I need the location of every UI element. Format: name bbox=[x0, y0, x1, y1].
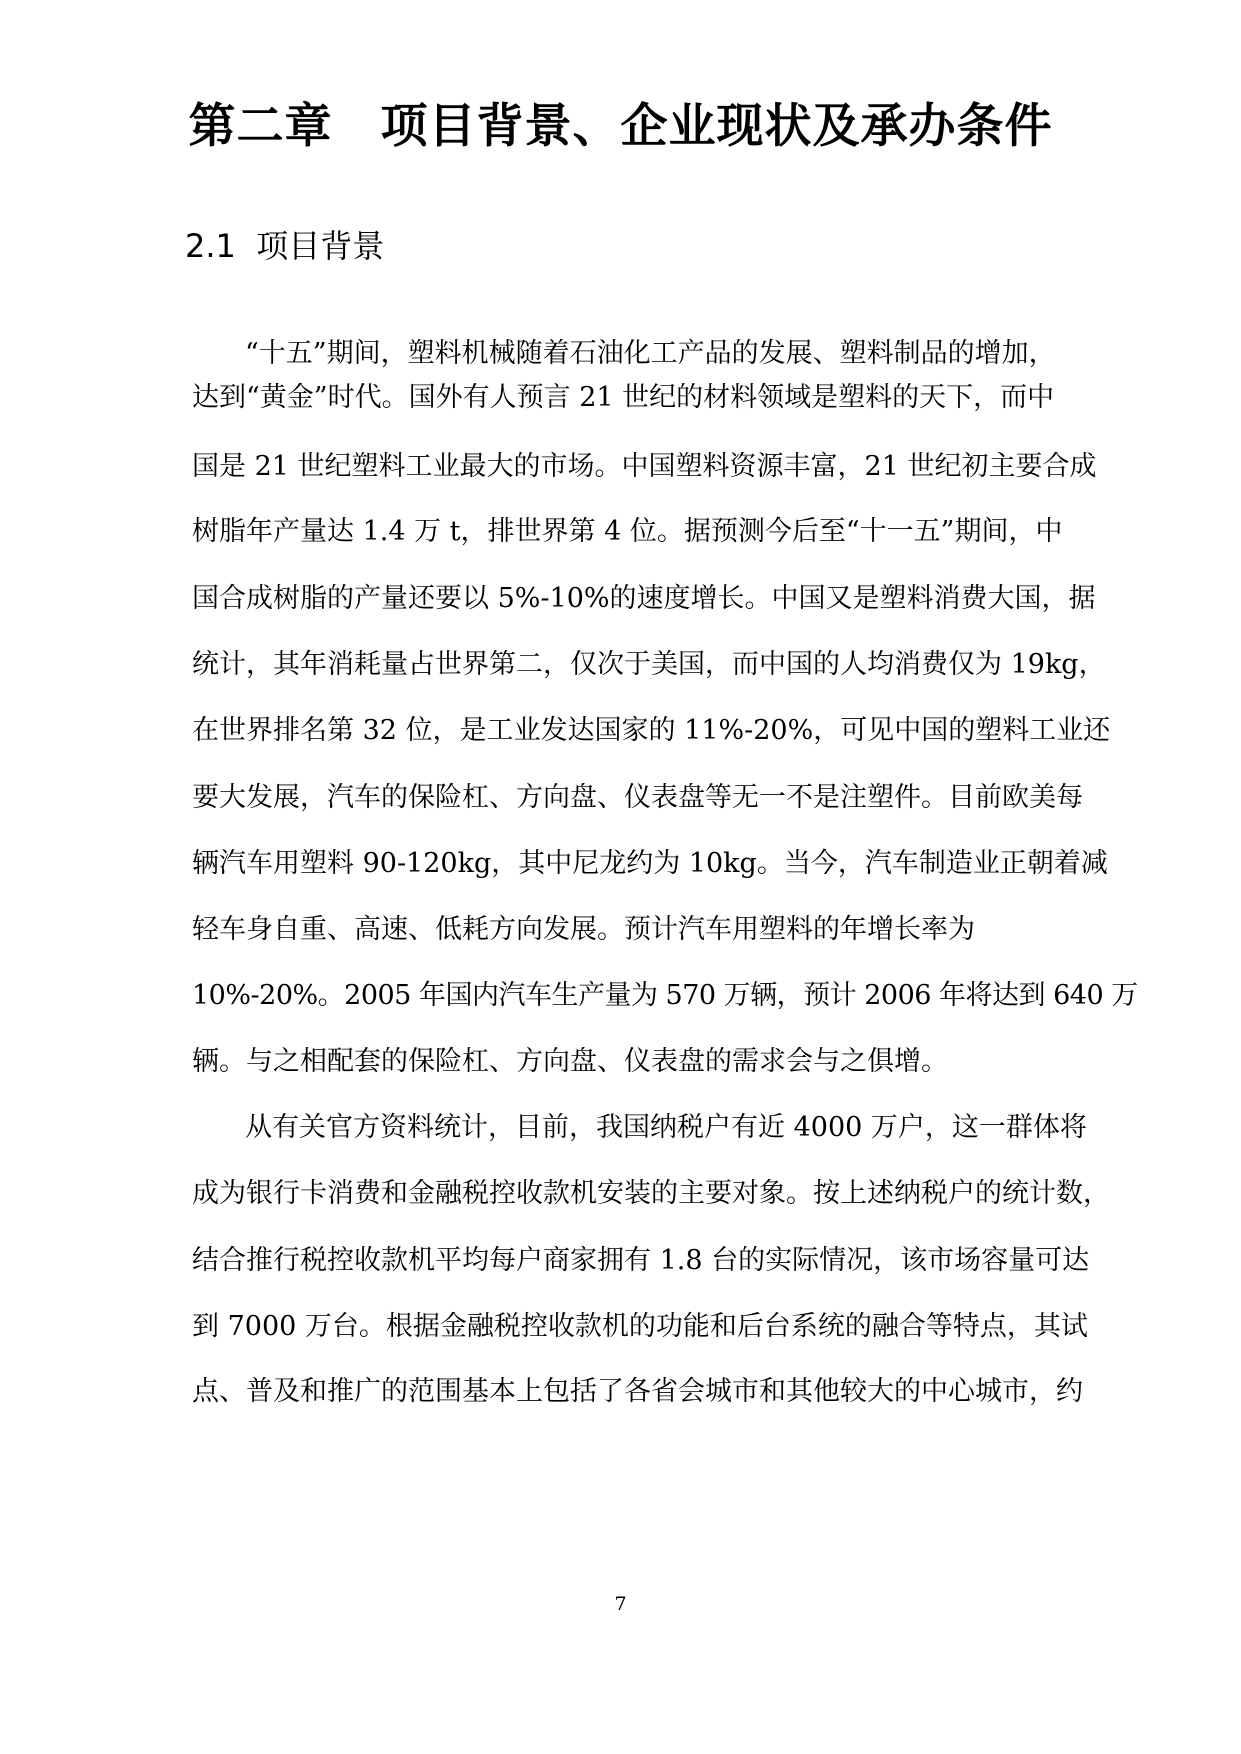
paragraph-2-line: 点、普及和推广的范围基本上包括了各省会城市和其他较大的中心城市，约 bbox=[192, 1376, 1083, 1407]
paragraph-1-line: 树脂年产量达 1.4 万 t，排世界第 4 位。据预测今后至“十一五”期间，中 bbox=[192, 516, 1063, 547]
paragraph-1-line: 国是 21 世纪塑料工业最大的市场。中国塑料资源丰富，21 世纪初主要合成 bbox=[192, 451, 1097, 482]
paragraph-1-line: 轻车身自重、高速、低耗方向发展。预计汽车用塑料的年增长率为 bbox=[192, 914, 975, 945]
paragraph-1-line: 国合成树脂的产量还要以 5%-10%的速度增长。中国又是塑料消费大国，据 bbox=[192, 583, 1096, 614]
paragraph-2-line: 成为银行卡消费和金融税控收款机安装的主要对象。按上述纳税户的统计数， bbox=[192, 1178, 1110, 1209]
paragraph-2-line: 从有关官方资料统计，目前，我国纳税户有近 4000 万户，这一群体将 bbox=[245, 1112, 1087, 1143]
paragraph-2-line: 结合推行税控收款机平均每户商家拥有 1.8 台的实际情况，该市场容量可达 bbox=[192, 1245, 1090, 1276]
chapter-title: 第二章 项目背景、企业现状及承办条件 bbox=[188, 99, 1053, 154]
paragraph-1-line: 要大发展，汽车的保险杠、方向盘、仪表盘等无一不是注塑件。目前欧美每 bbox=[192, 782, 1083, 813]
paragraph-1-line: 达到“黄金”时代。国外有人预言 21 世纪的材料领域是塑料的天下，而中 bbox=[192, 382, 1055, 413]
paragraph-1-line: 辆。与之相配套的保险杠、方向盘、仪表盘的需求会与之俱增。 bbox=[192, 1046, 948, 1077]
section-heading: 2.1 项目背景 bbox=[185, 227, 385, 265]
paragraph-1-line: “十五”期间，塑料机械随着石油化工产品的发展、塑料制品的增加， bbox=[245, 338, 1056, 369]
paragraph-1-line: 统计，其年消耗量占世界第二，仅次于美国，而中国的人均消费仅为 19kg， bbox=[192, 649, 1106, 680]
paragraph-2-line: 到 7000 万台。根据金融税控收款机的功能和后台系统的融合等特点，其试 bbox=[192, 1311, 1088, 1342]
paragraph-1-line: 辆汽车用塑料 90-120kg，其中尼龙约为 10kg。当今，汽车制造业正朝着减 bbox=[192, 848, 1108, 879]
paragraph-1-line: 10%-20%。2005 年国内汽车生产量为 570 万辆，预计 2006 年将达到 640 万 bbox=[192, 980, 1138, 1011]
paragraph-1-line: 在世界排名第 32 位，是工业发达国家的 11%-20%，可见中国的塑料工业还 bbox=[192, 715, 1111, 746]
page-number: 7 bbox=[614, 1593, 627, 1615]
